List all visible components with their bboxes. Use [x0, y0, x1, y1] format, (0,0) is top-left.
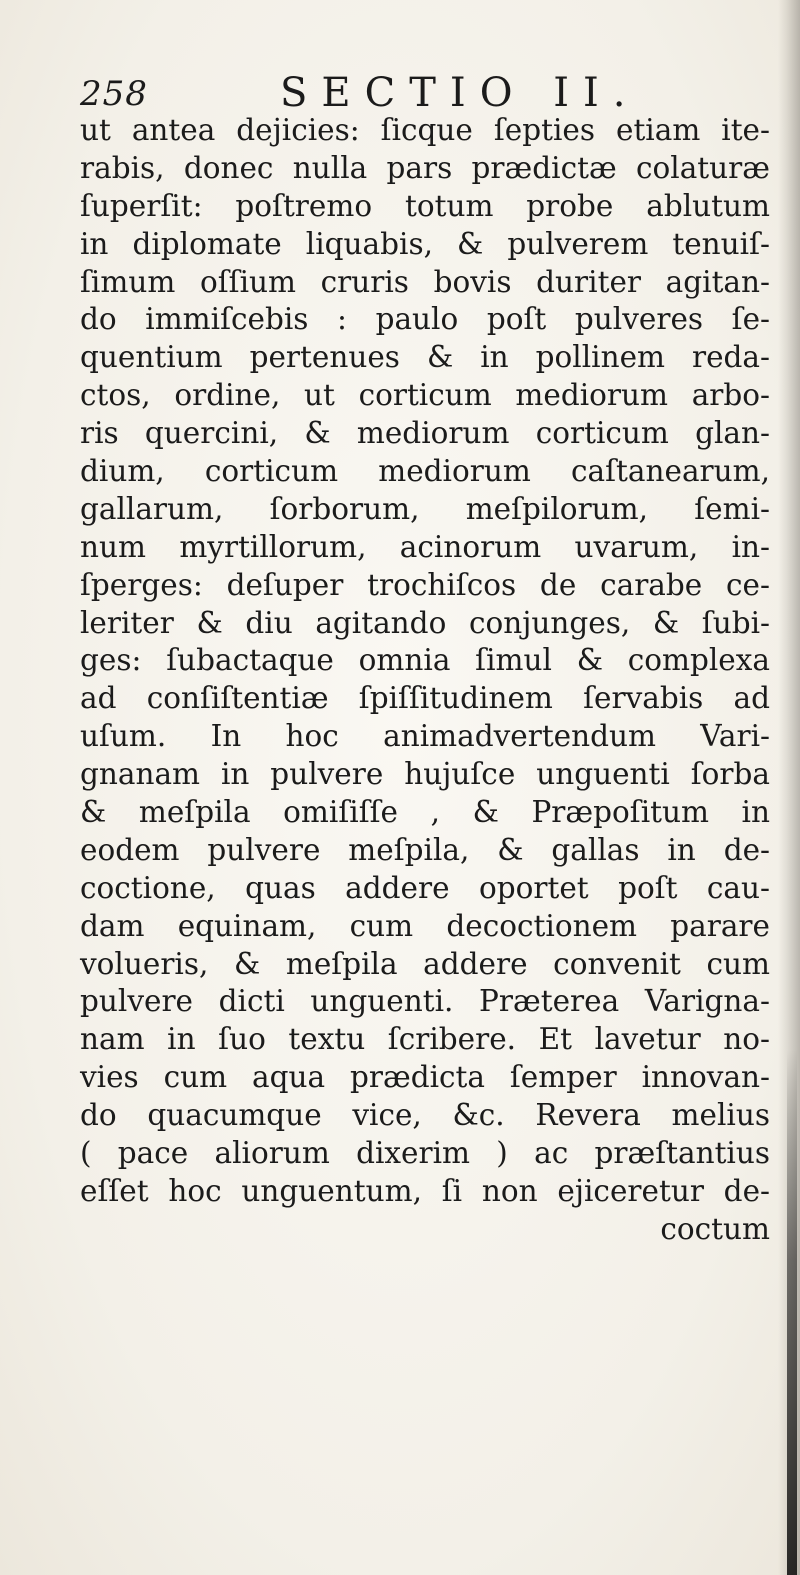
text-line: dam equinam, cum decoctionem parare	[80, 908, 770, 943]
text-line: pulvere dicti unguenti. Præterea Varigna-	[80, 984, 770, 1019]
text-line: ad conſiſtentiæ ſpiſſitudinem ſervabis ad	[80, 681, 770, 716]
text-line: volueris, & meſpila addere convenit cum	[80, 946, 770, 981]
text-line: gallarum, ſorborum, meſpilorum, ſemi-	[80, 491, 770, 526]
text-line: uſum. In hoc animadvertendum Vari-	[80, 719, 770, 754]
text-line: ctos, ordine, ut corticum mediorum arbo-	[80, 378, 770, 413]
body-text	[80, 112, 770, 1249]
text-line: dium, corticum mediorum caſtanearum,	[80, 454, 770, 489]
text-line: ut antea dejicies: ſicque ſepties etiam ite-	[80, 113, 770, 147]
text-line: do quacumque vice, &c. Revera melius	[80, 1098, 770, 1133]
text-line: nam in ſuo textu ſcribere. Et lavetur no-	[80, 1022, 770, 1057]
text-line: ſperges: deſuper trochiſcos de carabe ce-	[80, 567, 770, 602]
text-line: do immiſcebis : paulo poſt pulveres ſe-	[80, 302, 770, 337]
running-title: SECTIO II.	[280, 70, 640, 116]
text-line: eſſet hoc unguentum, ſi non ejiceretur de-	[80, 1173, 770, 1208]
page-edge-binding	[787, 1050, 797, 1575]
text-line: ges: ſubactaque omnia ſimul & complexa	[80, 643, 770, 678]
text-line: coctum	[660, 1211, 770, 1246]
text-line: ſuperſit: poſtremo totum probe ablutum	[80, 188, 770, 223]
text-line: in diplomate liquabis, & pulverem tenuiſ-	[80, 226, 770, 261]
text-line: num myrtillorum, acinorum uvarum, in-	[80, 529, 770, 564]
text-line: ſimum oſſium cruris bovis duriter agitan-	[80, 264, 770, 299]
text-line: ris quercini, & mediorum corticum glan-	[80, 416, 770, 451]
page-header	[80, 70, 720, 116]
text-line: & meſpila omiſiſſe , & Præpoſitum in	[80, 795, 770, 830]
text-line: leriter & diu agitando conjunges, & ſubi-	[80, 605, 770, 640]
text-line: rabis, donec nulla pars prædictæ colaturæ	[80, 150, 770, 185]
text-line: coctione, quas addere oportet poſt cau-	[80, 870, 770, 905]
text-line: ( pace aliorum dixerim ) ac præſtantius	[80, 1136, 770, 1171]
page-number: 258	[80, 74, 148, 114]
text-line: eodem pulvere meſpila, & gallas in de-	[80, 832, 770, 867]
text-line: gnanam in pulvere hujuſce unguenti ſorba	[80, 757, 770, 792]
text-line: quentium pertenues & in pollinem reda-	[80, 340, 770, 375]
text-line: vies cum aqua prædicta ſemper innovan-	[80, 1060, 770, 1095]
